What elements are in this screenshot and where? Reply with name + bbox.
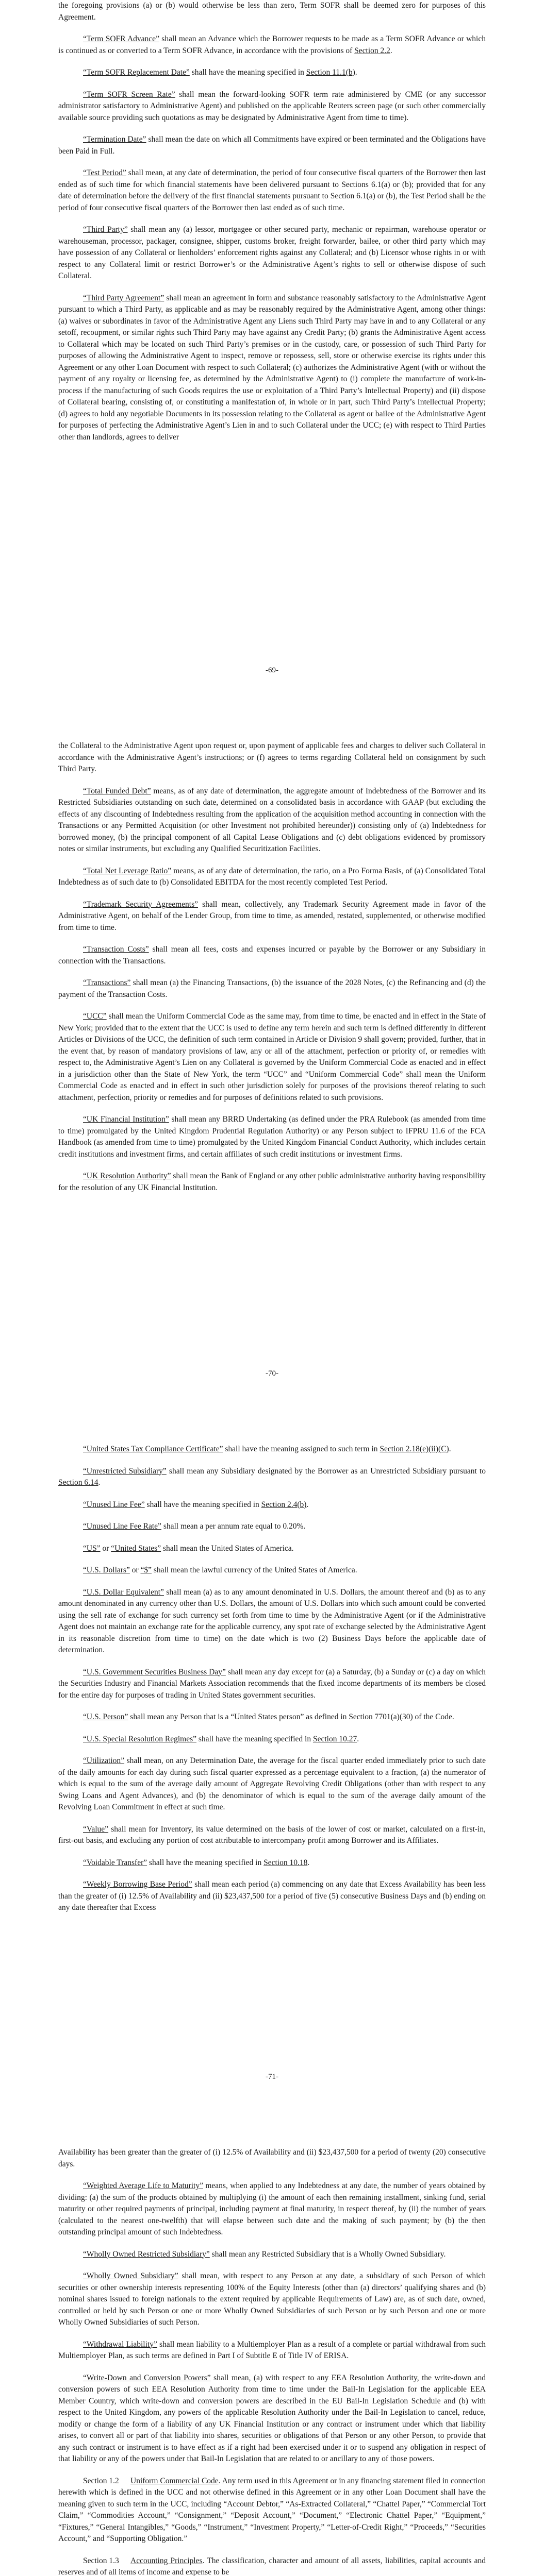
defined-term: “Weighted Average Life to Maturity”: [83, 2181, 203, 2190]
definition-voidable-transfer: “Voidable Transfer” shall have the meaning specified in Section 10.18.: [83, 1858, 310, 1867]
defined-term: “Trademark Security Agreements”: [83, 900, 199, 909]
section-number: Section 1.2: [83, 2476, 119, 2485]
defined-term: “Wholly Owned Subsidiary”: [83, 2272, 178, 2280]
definition-transactions: “Transactions” shall mean (a) the Financing Transactions, (b) the issuance of the 2028 Notes, (c) the Refinancing and (d) the payment of the Transaction Costs.: [58, 978, 486, 999]
definition-utilization: “Utilization” shall mean, on any Determination Date, the average for the fiscal quarter ended immediately prior to such date of the daily amounts for each day during such fiscal quarter expressed as a percentage equivalent to a fraction, (a) the numerator of which is equal to the sum of the average daily amount of Aggregate Revolving Credit Obligations (other than with respect to any Swing Loans and Agent Advances), and (b) the denominator of which is equal to the sum of the average daily amount of the Revolving Loan Commitment in effect at such time.: [58, 1756, 486, 1811]
section-heading: [83, 2556, 203, 2565]
defined-term: “Withdrawal Liability”: [83, 2340, 157, 2349]
definition-ucc: “UCC” shall mean the Uniform Commercial Code as the same may, from time to time, be enacted and in effect in the State of New York; provided that to the extent that the UCC is used to define any term herein and such term is defined differently in different Articles or Divisions of the UCC, the definition of such term contained in Article or Division 9 shall govern; provided, further, that in the event that, by reason of mandatory provisions of law, any or all of the attachment, perfection or priority of, or remedies with respect to, the Administrative Agent’s Lien on any Collateral is governed by the Uniform Commercial Code as enacted and in effect in a jurisdiction other than the State of New York, the term “UCC” and “Uniform Commercial Code” shall mean the Uniform Commercial Code as enacted and in effect in such other jurisdiction solely for purposes of the provisions thereof relating to such attachment, perfection, priority or remedies and for purposes of definitions related to such provisions.: [58, 1012, 486, 1102]
definition-total-net-leverage-ratio: “Total Net Leverage Ratio” means, as of any date of determination, the ratio, on a Pro Forma Basis, of (a) Consolidated Total Indebtedness as of such date to (b) Consolidated EBITDA for the most recently completed Test Period.: [58, 866, 486, 887]
section-reference: Section 2.18(e)(ii)(C): [380, 1445, 449, 1453]
definition-us: “US” or “United States” shall mean the United States of America.: [83, 1544, 294, 1553]
defined-term: “Wholly Owned Restricted Subsidiary”: [83, 2249, 210, 2259]
definition-term-sofr-advance: “Term SOFR Advance” shall mean an Advance which the Borrower requests to be made as a Term SOFR Advance or which is continued as or converted to a Term SOFR Advance, in accordance with the provisions of Section 2.2.: [58, 35, 486, 55]
section-reference: Section 2.4(b): [261, 1500, 307, 1509]
section-1-3-accounting-principles: Section 1.3 Accounting Principles. The classification, character and amount of all assets, liabilities, capital accounts and reserves and of all items of income and expense to be: [58, 2556, 486, 2576]
definition-weekly-borrowing-base-period: “Weekly Borrowing Base Period” shall mean each period (a) commencing on any date that Excess Availability has been less than the greater of (i) 12.5% of Availability and (ii) $23,437,500 for a period of five (5) consecutive Business Days and (b) ending on any date thereafter that Excess: [58, 1880, 486, 1912]
section-number: Section 1.3: [83, 2556, 119, 2565]
defined-term: “United States Tax Compliance Certificate”: [83, 1445, 223, 1453]
definition-value: “Value” shall mean for Inventory, its value determined on the basis of the lower of cost or market, calculated on a first-in, first-out basis, and excluding any portion of cost attributable to intercompany profit among Borrower and its Affiliates.: [58, 1824, 486, 1845]
defined-term: “U.S. Government Securities Business Day”: [83, 1667, 226, 1676]
page-number: -70-: [266, 1369, 278, 1378]
defined-term: “Transactions”: [83, 978, 131, 987]
definition-us-dollars: “U.S. Dollars” or “$” shall mean the lawful currency of the United States of America.: [83, 1566, 357, 1574]
defined-term: “Third Party”: [83, 225, 128, 234]
defined-term: “Total Net Leverage Ratio”: [83, 866, 172, 875]
defined-term: “Voidable Transfer”: [83, 1858, 147, 1867]
defined-term: “Value”: [83, 1824, 109, 1834]
defined-term: “U.S. Person”: [83, 1713, 128, 1721]
page-number: -69-: [266, 666, 278, 674]
definition-uk-resolution-authority: “UK Resolution Authority” shall mean the Bank of England or any other public administrative authority having responsibility for the resolution of any UK Financial Institution.: [58, 1172, 486, 1192]
page-content: [58, 2147, 486, 2576]
document-page-2: [0, 703, 544, 1406]
defined-term: “Term SOFR Advance”: [83, 35, 159, 43]
page-content: [58, 0, 486, 453]
section-reference: Section 6.14: [58, 1478, 98, 1487]
definition-test-period: “Test Period” shall mean, at any date of determination, the period of four consecutive fiscal quarters of the Borrower then last ended as of such time for which financial statements have been delivered pursuant to Sections 6.1(a) or (b); provided that for any date of determination before the delivery of the first financial statements pursuant to Section 6.1(a) or (b), the Test Period shall be the period of four consecutive fiscal quarters of the Borrower then last ended as of such time.: [58, 168, 486, 212]
defined-term: “Term SOFR Screen Rate”: [83, 90, 175, 99]
definition-us-person: “U.S. Person” shall mean any Person that is a “United States person” as defined in Section 7701(a)(30) of the Code.: [83, 1713, 454, 1721]
defined-term: “UK Financial Institution”: [83, 1115, 169, 1124]
definition-third-party: “Third Party” shall mean any (a) lessor, mortgagee or other secured party, mechanic or repairman, warehouse operator or warehouseman, processor, packager, consignee, shipper, customs broker, freight forwarder, bailee, or other third party which may have possession of any Collateral or lienholders’ enforcement rights against any Collateral; and (b) Licensor whose rights in or with respect to any Collateral limit or restrict Borrower’s or the Administrative Agent’s rights to sell or otherwise dispose of such Collateral.: [58, 225, 486, 280]
paragraph-continuation: the foregoing provisions (a) or (b) would otherwise be less than zero, Term SOFR shall be deemed zero for purposes of this Agreement.: [58, 1, 486, 22]
page-content: [58, 1444, 486, 1924]
section-heading: [83, 2477, 219, 2485]
defined-term: “Write-Down and Conversion Powers”: [83, 2373, 211, 2382]
defined-term: “U.S. Dollar Equivalent”: [83, 1587, 164, 1597]
definition-wholly-owned-restricted-subsidiary: “Wholly Owned Restricted Subsidiary” shall mean any Restricted Subsidiary that is a Wholly Owned Subsidiary.: [83, 2249, 446, 2259]
definition-uk-financial-institution: “UK Financial Institution” shall mean any BRRD Undertaking (as defined under the PRA Rulebook (as amended from time to time) promulgated by the United Kingdom Prudential Regulation Authority) or any Person subject to IFPRU 11.6 of the FCA Handbook (as amended from time to time) promulgated by the United Kingdom Financial Conduct Authority, which includes certain credit institutions and investment firms, and certain affiliates of such credit institutions or investment firms.: [58, 1115, 486, 1159]
paragraph-continuation: the Collateral to the Administrative Agent upon request or, upon payment of applicable fees and charges to deliver such Collateral in accordance with the Administrative Agent’s instructions; or (f) agrees to terms regarding Collateral held on consignment by such Third Party.: [58, 741, 486, 773]
section-1-2-uniform-commercial-code: Section 1.2 Uniform Commercial Code. Any term used in this Agreement or in any financing statement filed in connection herewith which is defined in the UCC and not otherwise defined in this Agreement or in any other Loan Document shall have the meaning given to such term in the UCC, including “Account Debtor,” “As-Extracted Collateral,” “Chattel Paper,” “Commercial Tort Claim,” “Commodities Account,” “Consignment,” “Deposit Account,” “Document,” “Electronic Chattel Paper,” “Equipment,” “Fixtures,” “General Intangibles,” “Goods,” “Instrument,” “Investment Property,” “Letter-of-Credit Right,” “Proceeds,” “Securities Account,” and “Supporting Obligation.”: [58, 2476, 486, 2543]
defined-term: “Term SOFR Replacement Date”: [83, 68, 190, 77]
page-content: [58, 740, 486, 1204]
paragraph-continuation: Availability has been greater than the greater of (i) 12.5% of Availability and (ii) $23,437,500 for a period of twenty (20) consecutive days.: [58, 2148, 486, 2168]
definition-write-down-conversion-powers: “Write-Down and Conversion Powers” shall mean, (a) with respect to any EEA Resolution Authority, the write-down and conversion powers of such EEA Resolution Authority from time to time under the Bail-In Legislation for the applicable EEA Member Country, which write-down and conversion powers are described in the EU Bail-In Legislation Schedule and (b) with respect to the United Kingdom, any powers of the applicable Resolution Authority under the Bail-In Legislation to cancel, reduce, modify or change the form of a liability of any UK Financial Institution or any contract or instrument under which that liability arises, to convert all or part of that liability into shares, securities or obligations of that Person or any other Person, to provide that any such contract or instrument is to have effect as if a right had been exercised under it or to suspend any obligation in respect of that liability or any of the powers under that Bail-In Legislation that are related to or ancillary to any of those powers.: [58, 2373, 486, 2463]
definition-weighted-average-life: “Weighted Average Life to Maturity” means, when applied to any Indebtedness at any date, the number of years obtained by dividing: (a) the sum of the products obtained by multiplying (i) the amount of each then remaining installment, sinking fund, serial maturity or other required payments of principal, including payment at final maturity, in respect thereof, by (ii) the number of years (calculated to the nearest one-twelfth) that will elapse between such date and the making of such payment; by (b) the then outstanding principal amount of such Indebtedness.: [58, 2181, 486, 2236]
defined-term: “Weekly Borrowing Base Period”: [83, 1880, 192, 1889]
document-page-4: [0, 2110, 544, 2576]
defined-term: “UK Resolution Authority”: [83, 1172, 171, 1180]
defined-term: “US”: [83, 1544, 101, 1553]
defined-term-alt: “United States”: [111, 1544, 161, 1553]
definition-term-sofr-replacement-date: “Term SOFR Replacement Date” shall have the meaning specified in Section 11.1(b).: [83, 68, 357, 77]
section-title: Accounting Principles: [130, 2556, 203, 2565]
page-number: -71-: [266, 2073, 278, 2081]
section-reference: Section 11.1(b): [306, 68, 355, 77]
section-reference: Section 10.27: [312, 1734, 357, 1743]
document-page-3: [0, 1406, 544, 2110]
defined-term: “Utilization”: [83, 1756, 125, 1765]
defined-term: “Test Period”: [83, 168, 126, 177]
definition-unrestricted-subsidiary: “Unrestricted Subsidiary” shall mean any Subsidiary designated by the Borrower as an Unrestricted Subsidiary pursuant to Section 6.14.: [58, 1466, 486, 1487]
definition-termination-date: “Termination Date” shall mean the date on which all Commitments have expired or been terminated and the Obligations have been Paid in Full.: [58, 135, 486, 156]
section-reference: Section 2.2: [354, 46, 390, 55]
defined-term: “Termination Date”: [83, 135, 146, 144]
defined-term: “Total Funded Debt”: [83, 786, 151, 795]
document-page-1: [0, 0, 544, 703]
definition-us-special-resolution-regimes: “U.S. Special Resolution Regimes” shall have the meaning specified in Section 10.27.: [83, 1734, 359, 1743]
defined-term: “Transaction Costs”: [83, 945, 149, 954]
definition-unused-line-fee: “Unused Line Fee” shall have the meaning specified in Section 2.4(b).: [83, 1500, 309, 1509]
definition-term-sofr-screen-rate: “Term SOFR Screen Rate” shall mean the forward-looking SOFR term rate administered by CME (or any successor administrator satisfactory to Administrative Agent) and published on the applicable Reuters screen page (or such other commercially available source providing such quotations as may be designated by Administrative Agent from time to time).: [58, 90, 486, 122]
defined-term: “Unrestricted Subsidiary”: [83, 1466, 167, 1476]
definition-us-dollar-equivalent: “U.S. Dollar Equivalent” shall mean (a) as to any amount denominated in U.S. Dollars, the amount thereof and (b) as to any amount denominated in any currency other than U.S. Dollars, the amount of U.S. Dollars into which such amount could be converted using the sell rate of exchange for such currency set forth from time to time by the Administrative Agent (or if the Administrative Agent does not maintain an exchange rate for the applicable currency, any spot rate of exchange selected by the Administrative Agent in its reasonable discretion from time to time) on the date which is two (2) Business Days before the applicable date of determination.: [58, 1587, 486, 1654]
definition-unused-line-fee-rate: “Unused Line Fee Rate” shall mean a per annum rate equal to 0.20%.: [83, 1522, 306, 1531]
defined-term: “Unused Line Fee Rate”: [83, 1522, 161, 1531]
definition-wholly-owned-subsidiary: “Wholly Owned Subsidiary” shall mean, with respect to any Person at any date, a subsidiary of such Person of which securities or other ownership interests representing 100% of the Equity Interests (other than (a) directors’ qualifying shares and (b) nominal shares issued to foreign nationals to the extent required by applicable Requirements of Law) are, as of such date, owned, controlled or held by such Person or one or more Wholly Owned Subsidiaries of such Person or by such Person and one or more Wholly Owned Subsidiaries of such Person.: [58, 2272, 486, 2327]
defined-term-alt: “$”: [140, 1566, 152, 1574]
definition-us-tax-compliance-certificate: “United States Tax Compliance Certificate” shall have the meaning assigned to such term in Section 2.18(e)(ii)(C).: [83, 1445, 451, 1453]
defined-term: “UCC”: [83, 1012, 107, 1021]
definition-transaction-costs: “Transaction Costs” shall mean all fees, costs and expenses incurred or payable by the Borrower or any Subsidiary in connection with the Transactions.: [58, 945, 486, 965]
definition-third-party-agreement: “Third Party Agreement” shall mean an agreement in form and substance reasonably satisfactory to the Administrative Agent pursuant to which a Third Party, as applicable and as may be reasonably required by the Administrative Agent, among other things: (a) waives or subordinates in favor of the Administrative Agent any Liens such Third Party may have in and to any Collateral or any setoff, recoupment, or similar rights such Third Party may have against any Credit Party; (b) grants the Administrative Agent access to Collateral which may be located on such Third Party’s premises or in the custody, care, or possession of such Third Party for purposes of allowing the Administrative Agent to inspect, remove or repossess, sell, store or otherwise exercise its rights under this Agreement or any other Loan Document with respect to such Collateral; (c) authorizes the Administrative Agent (with or without the payment of any royalty or licensing fee, as determined by the Administrative Agent) to (i) complete the manufacture of work-in-process if the manufacturing of such Goods requires the use or exploitation of a Third Party’s Intellectual Property) and (ii) dispose of Collateral bearing, consisting of, or constituting a manifestation of, in whole or in part, such Third Party’s Intellectual Property; (d) agrees to hold any negotiable Documents in its possession relating to the Collateral as agent or bailee of the Administrative Agent for purposes of perfecting the Administrative Agent’s Lien in and to such Collateral under the UCC; (e) with respect to Third Parties other than landlords, agrees to deliver: [58, 293, 486, 442]
defined-term: “Unused Line Fee”: [83, 1500, 145, 1509]
defined-term: “Third Party Agreement”: [83, 293, 164, 302]
definition-total-funded-debt: “Total Funded Debt” means, as of any date of determination, the aggregate amount of Indebtedness of the Borrower and its Restricted Subsidiaries outstanding on such date, determined on a consolidated basis in accordance with GAAP (but excluding the effects of any discounting of Indebtedness resulting from the application of the acquisition method accounting in connection with the Transactions or any Permitted Acquisition (or other Investment not prohibited hereunder)) consisting only of (a) Indebtedness for borrowed money, (b) the principal component of all Capital Lease Obligations and (c) debt obligations evidenced by promissory notes or similar instruments, but excluding any Qualified Securitization Facilities.: [58, 786, 486, 853]
definition-us-gov-securities-business-day: “U.S. Government Securities Business Day” shall mean any day except for (a) a Saturday, (b) a Sunday or (c) a day on which the Securities Industry and Financial Markets Association recommends that the fixed income departments of its members be closed for the entire day for purposes of trading in United States government securities.: [58, 1667, 486, 1700]
definition-withdrawal-liability: “Withdrawal Liability” shall mean liability to a Multiemployer Plan as a result of a complete or partial withdrawal from such Multiemployer Plan, as such terms are defined in Part I of Subtitle E of Title IV of ERISA.: [58, 2340, 486, 2360]
section-title: Uniform Commercial Code: [130, 2476, 219, 2485]
defined-term: “U.S. Special Resolution Regimes”: [83, 1734, 196, 1743]
definition-trademark-security-agreements: “Trademark Security Agreements” shall mean, collectively, any Trademark Security Agreement made in favor of the Administrative Agent, on behalf of the Lender Group, from time to time, as amended, restated, supplemented, or otherwise modified from time to time.: [58, 900, 486, 932]
section-reference: Section 10.18: [263, 1858, 308, 1867]
defined-term: “U.S. Dollars”: [83, 1566, 130, 1574]
